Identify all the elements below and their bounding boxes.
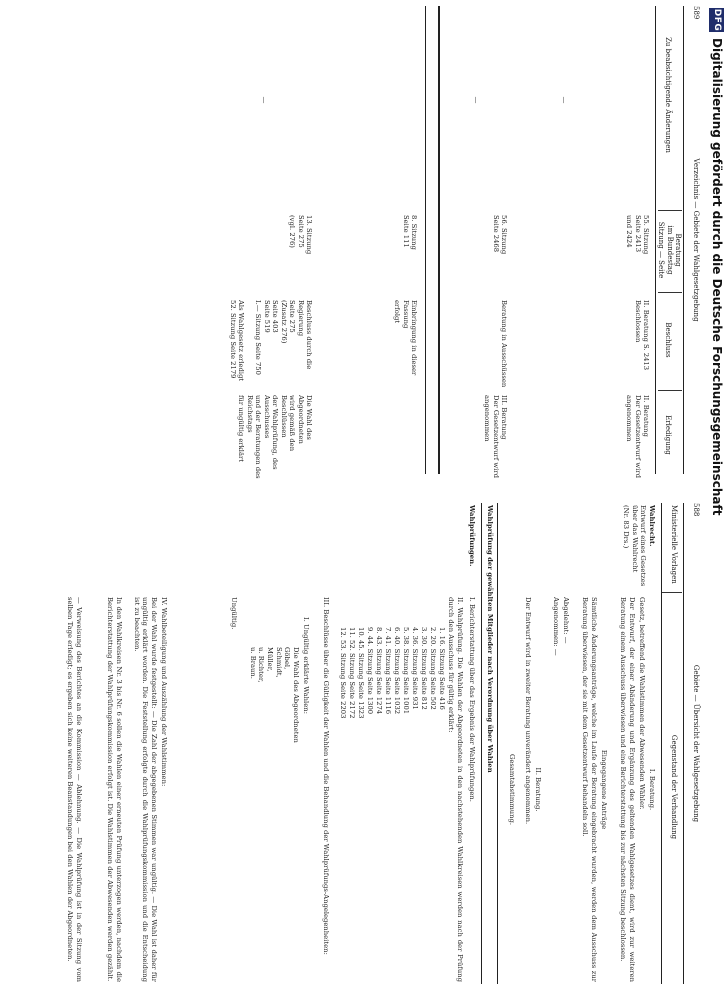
section2-sub3-list: Die Wahl des Abgeordneten Göbel, Schmidt, Müller, u. Richter, u. Braun. — [248, 647, 300, 743]
column-header-reference: Beratung im Bundestag Sitzung — Seite — [657, 221, 682, 279]
page-header — [688, 497, 700, 990]
wahlpruefung-item: 8. 43. Sitzung Seite 1274 — [375, 627, 383, 715]
row4-changes: — — [260, 96, 268, 104]
section1-label: Wahlrecht. — [648, 505, 656, 547]
section1-line: Gesamtabstimmung. — [508, 753, 516, 826]
section1-line: Eingegangene Anträge — [600, 749, 608, 830]
row2-result: Beratung in Ausschüssen — [500, 300, 508, 388]
row2-reference: 56. Sitzung Seite 2468 — [491, 215, 508, 255]
column-divider — [662, 592, 682, 593]
section-divider-text: Wahlprüfung der gewählten Mitglieder nach Verordnung über Wahlen — [486, 505, 494, 773]
section1-line: Abgelehnt: — — [562, 597, 570, 644]
section1-line: II. Beratung. — [534, 767, 542, 812]
wahlpruefung-item: 12. 53. Sitzung Seite 2203 — [339, 627, 347, 719]
wahlpruefung-item: 6. 40. Sitzung Seite 1032 — [393, 627, 401, 715]
section1-sublabel: Entwurf eines Gesetzes über das Wahlrecht (Nr. 83 Drs.) — [622, 505, 647, 587]
section2-heading4: IV. Wahlbeteiligung und Auszählung der Wahlstimmen: — [160, 597, 168, 787]
header-bottom-rule — [661, 503, 662, 984]
row1-changes: — — [560, 96, 568, 104]
column-divider — [658, 390, 682, 391]
wahlpruefung-item: 9. 44. Sitzung Seite 1300 — [366, 627, 374, 715]
row2-changes: — — [472, 96, 480, 104]
header-rule — [683, 6, 684, 474]
section2-intro: II. Wahlprüfung. Die Wahlen der Abgeordneten in den nachstehenden Wahlkreisen werden nach der Prüfung durch den Ausschuss für gültig erklärt: — [447, 597, 464, 982]
section1-line: Sämtliche Änderungsanträge, welche im Laufe der Beratung eingebracht wurden, werden dem Ausschuss zur Beratung überwiesen, der sie mit dem Gesetzentwurf behandeln soll. — [581, 597, 598, 982]
wahlpruefung-item: 4. 36. Sitzung Seite 931 — [411, 627, 419, 710]
wahlpruefung-item: 10. 45. Sitzung Seite 1323 — [357, 627, 365, 719]
column-divider — [658, 210, 682, 211]
section2-para6: — Verweisung des Berichtes an die Kommission — Ablehnung. — Die Wahlprüfung ist in der Sitzung vom selben Tage erledigt; es ergeben sich keine weiteren Beanstandungen bei den Wahlen der Abgeordneten. — [66, 597, 83, 982]
wahlpruefung-item: 3. 30. Sitzung Seite 812 — [420, 627, 428, 710]
page-number: 589 — [692, 6, 700, 20]
section-rule — [481, 503, 482, 984]
section2-ungueltig: Ungültig. — [230, 597, 238, 630]
header-rule — [683, 503, 684, 984]
row4-reference: 13. Sitzung Seite 275 (vgl. 276) — [288, 215, 313, 255]
row1-reference: 55. Sitzung Seite 2413 und 2424 — [625, 215, 650, 255]
row3-reference: 8. Sitzung Seite 111 — [401, 215, 418, 250]
running-title: Gebiete — Übersicht der Wahlgesetzgebung — [692, 664, 700, 823]
section2-sub3: I. Ungültig erklärte Wahlen: — [302, 617, 310, 714]
wahlpruefung-item: 11. 52. Sitzung Seite 2172 — [348, 627, 356, 719]
section2-para5: In den Wahlkreisen Nr. 3 bis Nr. 6 sollen die Wahlen einer erneuten Prüfung unterzogen werden, nachdem die Berichterstattung der Wahlprüfungskommission erfolgt ist. Die Wahlstimmen der Abwesenden werden gezählt. — [106, 597, 123, 982]
dfg-banner-text: Digitalisierung gefördert durch die Deutsche Forschungsgemeinschaft — [710, 38, 724, 516]
wahlpruefung-item: 5. 38. Sitzung Seite 1001 — [402, 627, 410, 715]
section1-line: Der Entwurf, der einer Abänderung und Ergänzung des geltenden Wahlgesetzes dient, wird zur weiteren Beratung einem Ausschuss überwiesen und eine Berichterstattung bis zur nächsten Sitzung beschlossen. — [619, 597, 636, 982]
header-bottom-rule — [655, 6, 656, 474]
left-page — [8, 497, 708, 990]
row1-disposal: II. Beratung Der Gesetzentwurf wird angenommen — [625, 395, 650, 478]
right-page — [8, 0, 708, 480]
wahlpruefung-item: 2. 20. Sitzung Seite 502 — [429, 627, 437, 710]
page-header — [688, 0, 700, 480]
section-rule — [497, 503, 498, 984]
dfg-logo: DFG — [709, 8, 724, 32]
wahlpruefung-item: 7. 41. Sitzung Seite 1116 — [384, 627, 392, 715]
row4-result: Beschluss durch die Regierung Seite 275 (Zusatz 276) Seite 403 Seite 519 I.— Sitzung Seite 750 Als Wahlgesetz erledigt 52. Sitzung Seite 2179 — [228, 300, 313, 382]
section2-heading: I. Berichterstattung über das Ergebnis der Wahlprüfungen. — [468, 597, 476, 802]
section2-heading3: III. Beschlüsse über die Gültigkeit der Wahlen und die Behandlung der Wahlprüfungs-Angelegenheiten: — [322, 597, 330, 955]
section1-heading: I. Beratung. — [648, 768, 656, 811]
page-number: 588 — [692, 503, 700, 517]
row3-result: Einbringung in dieser Fassung erfolgt — [393, 300, 418, 376]
section-rule — [438, 6, 440, 474]
row2-disposal: III. Beratung Der Gesetzentwurf wird angenommen — [483, 395, 508, 478]
section1-line: Der Entwurf wird in zweiter Beratung unverändert angenommen. — [524, 597, 532, 825]
section-rule — [425, 6, 426, 474]
column-header-disposal: Erledigung — [664, 415, 672, 455]
section2-para4: Bei der Wahl wurde festgestellt: — Die Zahl der abgegebenen Stimmen war ungültig. — Die Wahl ist daher für ungültig erklärt worden. Die Feststellung erfolgte durch die Wahlprüfungskommission und die Entscheidung ist zu beachten. — [132, 597, 158, 982]
column-divider — [658, 292, 682, 293]
section1-line: Angenommen: — — [552, 597, 560, 656]
wahlpruefung-item: 1. 16. Sitzung Seite 416 — [438, 627, 446, 710]
row4-disposal: Die Wahl des Abgeordneten wird gemäß den Beschlüssen der Wahlprüfung, des Ausschusses und der Beratungen des Reichstags für ungültig erklärt — [237, 395, 313, 479]
column-header-subject: Ministerielle Vorlagen — [670, 505, 678, 584]
row1-result: II. Beratung S. 2413 Beschlossen — [633, 300, 650, 371]
column-header-content: Gegenstand der Verhandlung — [670, 734, 678, 840]
column-header-result: Beschluss — [664, 322, 672, 358]
section2-label: Wahlprüfungen. — [468, 505, 476, 567]
running-title: Verzeichnis — Gebiete der Wahlgesetzgebung — [692, 158, 700, 322]
column-header-changes: Zu beabsichtigende Änderungen — [664, 37, 672, 153]
section1-line: Gesetz, betreffend die Wahlstimmen der Abwesenden Wähler. — [638, 597, 646, 810]
